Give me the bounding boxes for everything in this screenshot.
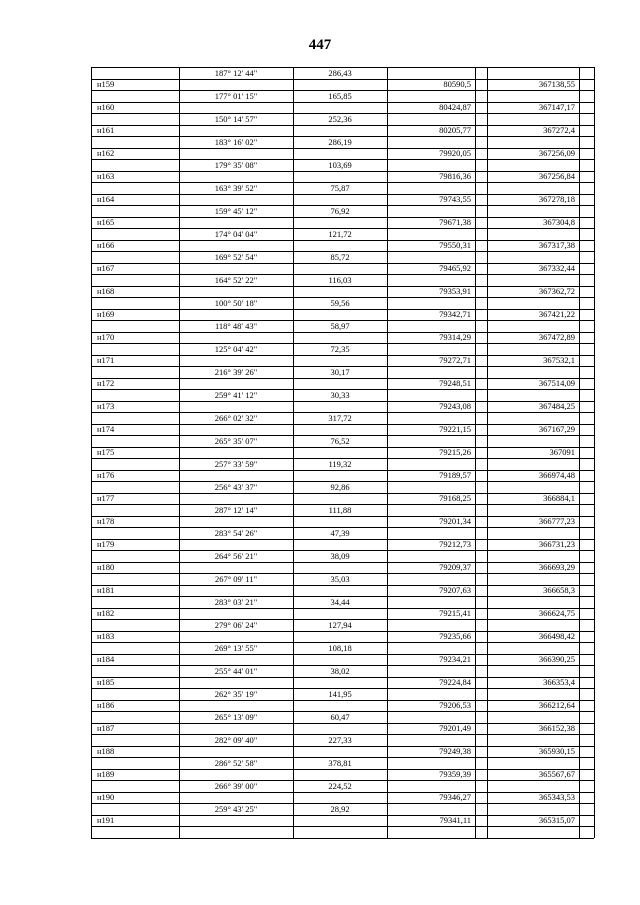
direction-angle: 259° 43' 25"	[214, 803, 258, 814]
direction-angle: 256° 43' 37"	[214, 481, 258, 492]
segment-length: 252,36	[328, 113, 352, 124]
point-name: н180	[97, 562, 115, 573]
coordinate-x: 79346,27	[439, 792, 471, 803]
coordinate-x: 79920,05	[439, 148, 471, 159]
segment-length: 127,94	[328, 619, 352, 630]
coordinate-y: 367256,09	[538, 148, 575, 159]
coordinate-x: 79249,38	[439, 746, 471, 757]
segment-length: 286,43	[328, 67, 352, 78]
direction-angle: 187° 12' 44"	[214, 67, 258, 78]
coordinate-y: 367332,44	[538, 263, 575, 274]
point-name: н171	[97, 355, 115, 366]
coordinate-y: 367514,09	[538, 378, 575, 389]
coordinate-x: 79215,41	[439, 608, 471, 619]
coordinate-x: 79212,73	[439, 539, 471, 550]
coordinate-x: 79168,25	[439, 493, 471, 504]
table-hline	[91, 826, 594, 827]
segment-length: 286,19	[328, 136, 352, 147]
segment-length: 92,86	[330, 481, 350, 492]
direction-angle: 279° 06' 24"	[214, 619, 258, 630]
segment-length: 103,69	[328, 159, 352, 170]
direction-angle: 282° 09' 40"	[214, 734, 258, 745]
segment-length: 85,72	[330, 251, 350, 262]
coordinate-x: 79207,63	[439, 585, 471, 596]
segment-length: 108,18	[328, 642, 352, 653]
point-name: н187	[97, 723, 115, 734]
coordinate-x: 79314,29	[439, 332, 471, 343]
point-name: н183	[97, 631, 115, 642]
coordinate-y: 367484,25	[538, 401, 575, 412]
direction-angle: 179° 35' 08"	[214, 159, 258, 170]
table-hline	[91, 838, 594, 839]
direction-angle: 255° 44' 01"	[214, 665, 258, 676]
coordinate-y: 366693,29	[538, 562, 575, 573]
coordinate-y: 367421,22	[538, 309, 575, 320]
segment-length: 227,33	[328, 734, 352, 745]
coordinate-x: 80424,87	[439, 102, 471, 113]
point-name: н170	[97, 332, 115, 343]
segment-length: 60,47	[330, 711, 350, 722]
point-name: н175	[97, 447, 115, 458]
point-name: н166	[97, 240, 115, 251]
coordinate-y: 366974,48	[538, 470, 575, 481]
segment-length: 30,33	[330, 389, 350, 400]
coordinate-x: 79221,15	[439, 424, 471, 435]
direction-angle: 283° 03' 21"	[214, 596, 258, 607]
point-name: н172	[97, 378, 115, 389]
point-name: н184	[97, 654, 115, 665]
direction-angle: 118° 48' 43"	[214, 320, 258, 331]
coordinate-x: 80205,77	[439, 125, 471, 136]
coordinate-x: 79816,36	[439, 171, 471, 182]
point-name: н179	[97, 539, 115, 550]
coordinate-x: 79743,55	[439, 194, 471, 205]
segment-length: 121,72	[328, 228, 352, 239]
coordinate-y: 366658,3	[543, 585, 575, 596]
direction-angle: 266° 39' 00"	[214, 780, 258, 791]
segment-length: 116,03	[328, 274, 352, 285]
direction-angle: 164° 52' 22"	[214, 274, 258, 285]
coordinate-x: 79671,38	[439, 217, 471, 228]
point-name: н160	[97, 102, 115, 113]
coordinates-table	[91, 67, 594, 838]
point-name: н165	[97, 217, 115, 228]
direction-angle: 267° 09' 11"	[214, 573, 258, 584]
segment-length: 75,87	[330, 182, 350, 193]
segment-length: 378,81	[328, 757, 352, 768]
coordinate-y: 366777,23	[538, 516, 575, 527]
coordinate-x: 79201,49	[439, 723, 471, 734]
direction-angle: 159° 45' 12"	[214, 205, 258, 216]
coordinate-x: 79248,51	[439, 378, 471, 389]
coordinate-y: 367256,84	[538, 171, 575, 182]
direction-angle: 216° 39' 26"	[214, 366, 258, 377]
direction-angle: 264° 56' 21"	[214, 550, 258, 561]
direction-angle: 262° 35' 19"	[214, 688, 258, 699]
point-name: н167	[97, 263, 115, 274]
segment-length: 72,35	[330, 343, 350, 354]
segment-length: 317,72	[328, 412, 352, 423]
coordinate-y: 367362,72	[538, 286, 575, 297]
coordinate-y: 365930,15	[538, 746, 575, 757]
segment-length: 59,56	[330, 297, 350, 308]
point-name: н177	[97, 493, 115, 504]
coordinate-y: 365315,07	[538, 815, 575, 826]
point-name: н176	[97, 470, 115, 481]
point-name: н164	[97, 194, 115, 205]
page-number: 447	[308, 37, 332, 53]
coordinate-x: 79209,37	[439, 562, 471, 573]
coordinate-x: 79234,21	[439, 654, 471, 665]
segment-length: 38,02	[330, 665, 350, 676]
direction-angle: 257° 33' 59"	[214, 458, 258, 469]
point-name: н161	[97, 125, 115, 136]
segment-length: 58,97	[330, 320, 350, 331]
direction-angle: 150° 14' 57"	[214, 113, 258, 124]
coordinate-x: 79341,11	[439, 815, 471, 826]
segment-length: 34,44	[330, 596, 350, 607]
direction-angle: 283° 54' 26"	[214, 527, 258, 538]
coordinate-x: 79359,39	[439, 769, 471, 780]
segment-length: 76,92	[330, 205, 350, 216]
segment-length: 30,17	[330, 366, 350, 377]
segment-length: 35,03	[330, 573, 350, 584]
coordinate-x: 79235,66	[439, 631, 471, 642]
coordinate-x: 79224,84	[439, 677, 471, 688]
table-vline	[594, 67, 595, 838]
coordinate-y: 367167,29	[538, 424, 575, 435]
coordinate-y: 366152,38	[538, 723, 575, 734]
coordinate-x: 79272,71	[439, 355, 471, 366]
coordinate-y: 367091	[549, 447, 575, 458]
point-name: н178	[97, 516, 115, 527]
point-name: н173	[97, 401, 115, 412]
segment-length: 76,52	[330, 435, 350, 446]
point-name: н181	[97, 585, 115, 596]
segment-length: 224,52	[328, 780, 352, 791]
point-name: н159	[97, 79, 115, 89]
direction-angle: 125° 04' 42"	[214, 343, 258, 354]
coordinate-y: 366884,1	[543, 493, 575, 504]
coordinate-y: 367317,38	[538, 240, 575, 251]
direction-angle: 269° 13' 55"	[214, 642, 258, 653]
direction-angle: 287° 12' 14"	[214, 504, 258, 515]
segment-length: 165,85	[328, 90, 352, 101]
coordinate-y: 367472,89	[538, 332, 575, 343]
coordinate-x: 79206,53	[439, 700, 471, 711]
point-name: н162	[97, 148, 115, 159]
point-name: н185	[97, 677, 115, 688]
direction-angle: 265° 35' 07"	[214, 435, 258, 446]
point-name: н190	[97, 792, 115, 803]
coordinate-y: 366624,75	[538, 608, 575, 619]
direction-angle: 169° 52' 54"	[214, 251, 258, 262]
segment-length: 28,92	[330, 803, 350, 814]
coordinate-x: 79342,71	[439, 309, 471, 320]
coordinate-x: 79353,91	[439, 286, 471, 297]
coordinate-y: 367278,18	[538, 194, 575, 205]
direction-angle: 177° 01' 15"	[214, 90, 258, 101]
coordinate-y: 366212,64	[538, 700, 575, 711]
coordinate-x: 79550,31	[439, 240, 471, 251]
segment-length: 47,39	[330, 527, 350, 538]
coordinate-y: 366731,23	[538, 539, 575, 550]
coordinate-x: 79243,08	[439, 401, 471, 412]
coordinate-x: 80590,5	[443, 79, 471, 89]
coordinate-y: 367147,17	[538, 102, 575, 113]
direction-angle: 100° 50' 18"	[214, 297, 258, 308]
point-name: н189	[97, 769, 115, 780]
coordinate-x: 79189,57	[439, 470, 471, 481]
point-name: н169	[97, 309, 115, 320]
coordinate-y: 365343,53	[538, 792, 575, 803]
point-name: н191	[97, 815, 115, 826]
point-name: н186	[97, 700, 115, 711]
coordinate-y: 366498,42	[538, 631, 575, 642]
direction-angle: 265° 13' 09"	[214, 711, 258, 722]
segment-length: 141,95	[328, 688, 352, 699]
direction-angle: 286° 52' 58"	[214, 757, 258, 768]
coordinate-x: 79465,92	[439, 263, 471, 274]
coordinate-y: 367138,55	[538, 79, 575, 89]
coordinate-y: 367272,4	[543, 125, 575, 136]
coordinate-y: 365567,67	[538, 769, 575, 780]
point-name: н163	[97, 171, 115, 182]
segment-length: 111,88	[328, 504, 352, 515]
coordinate-x: 79215,26	[439, 447, 471, 458]
direction-angle: 259° 41' 12"	[214, 389, 258, 400]
coordinate-y: 367304,8	[543, 217, 575, 228]
direction-angle: 174° 04' 04"	[214, 228, 258, 239]
direction-angle: 183° 16' 02"	[214, 136, 258, 147]
segment-length: 119,32	[328, 458, 352, 469]
point-name: н182	[97, 608, 115, 619]
segment-length: 38,09	[330, 550, 350, 561]
coordinate-y: 366353,4	[543, 677, 575, 688]
point-name: н174	[97, 424, 115, 435]
point-name: н188	[97, 746, 115, 757]
direction-angle: 266° 02' 32"	[214, 412, 258, 423]
coordinate-y: 366390,25	[538, 654, 575, 665]
coordinate-x: 79201,34	[439, 516, 471, 527]
coordinate-y: 367532,1	[543, 355, 575, 366]
direction-angle: 163° 39' 52"	[214, 182, 258, 193]
point-name: н168	[97, 286, 115, 297]
